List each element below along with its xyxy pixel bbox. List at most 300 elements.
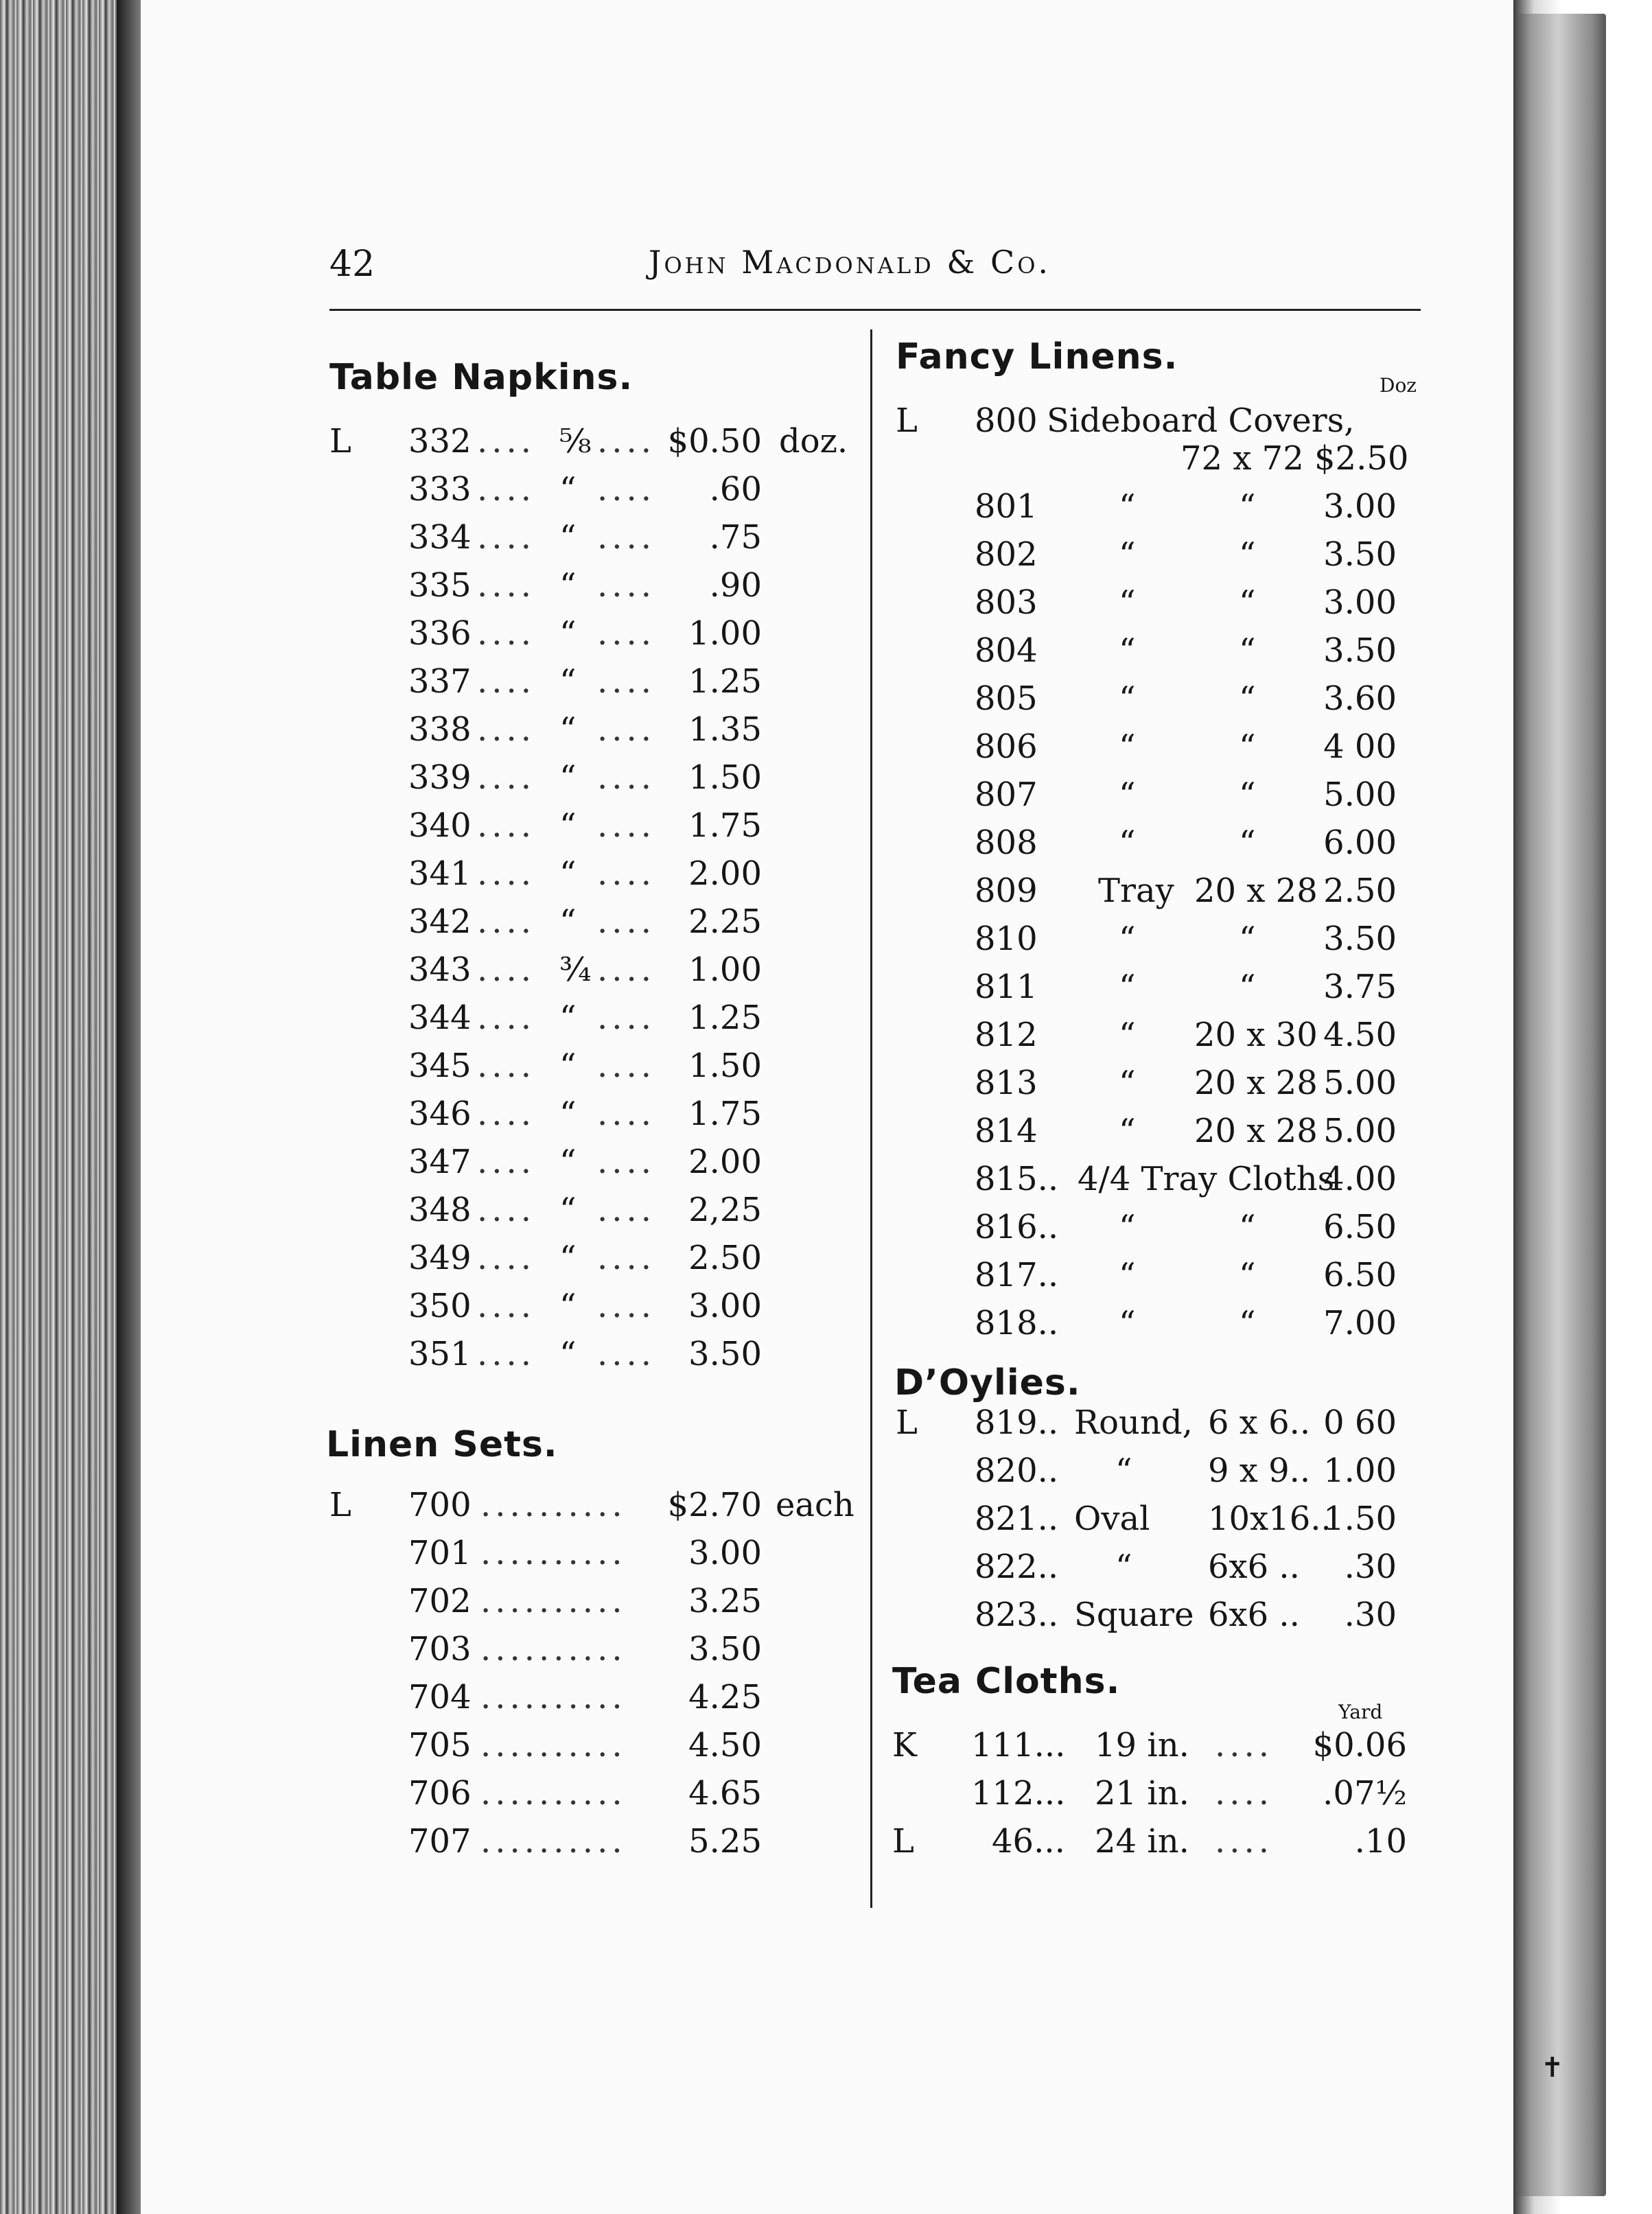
item-price: 3.50 xyxy=(688,1630,762,1668)
item-size: 20 x 28 xyxy=(1194,1064,1318,1102)
item-price: 1.50 xyxy=(688,758,762,797)
table-row xyxy=(896,872,1424,920)
table-row xyxy=(896,968,1424,1016)
item-number: 334 xyxy=(408,518,472,557)
item-price: 3.00 xyxy=(688,1287,762,1325)
table-row xyxy=(896,1208,1424,1256)
item-price: 5.00 xyxy=(1323,776,1397,814)
table-row xyxy=(896,1596,1424,1644)
item-number: 344 xyxy=(408,999,472,1037)
leader-dots: .... xyxy=(597,1047,656,1085)
item-price: 2,25 xyxy=(688,1191,762,1229)
header-rule xyxy=(329,309,1421,311)
grade-letter: L xyxy=(896,1403,918,1442)
item-price: 5.00 xyxy=(1323,1112,1397,1150)
item-price: 3.50 xyxy=(1323,920,1397,958)
size-mark: “ xyxy=(559,902,577,941)
ditto-mark: “ xyxy=(1119,487,1136,526)
table-row xyxy=(896,679,1424,727)
item-number: 349 xyxy=(408,1239,472,1277)
item-description: 4/4 Tray Cloths xyxy=(1078,1160,1335,1198)
table-row xyxy=(329,1678,865,1726)
table-row xyxy=(329,1239,865,1287)
item-number: 335 xyxy=(408,566,472,605)
item-price: 4.00 xyxy=(1323,1160,1397,1198)
size-mark: “ xyxy=(559,758,577,797)
leader-dots: .... xyxy=(597,806,656,845)
item-price: 2.25 xyxy=(688,902,762,941)
item-size: 72 x 72 xyxy=(1180,439,1304,478)
item-number: 812 xyxy=(975,1016,1038,1054)
item-price: 4.65 xyxy=(688,1774,762,1813)
leader-dots: .... xyxy=(597,1335,656,1373)
table-row xyxy=(329,614,865,662)
ditto-mark: “ xyxy=(1239,1304,1256,1342)
ditto-mark: “ xyxy=(1119,631,1136,670)
ditto-mark: “ xyxy=(1239,920,1256,958)
list-item xyxy=(896,439,1424,487)
ditto-mark: “ xyxy=(1119,1064,1136,1102)
item-price: 6.00 xyxy=(1323,824,1397,862)
size-mark: “ xyxy=(559,1095,577,1133)
leader-dots: .......... xyxy=(480,1582,627,1620)
table-row xyxy=(892,1822,1424,1870)
leader-dots: .......... xyxy=(480,1726,627,1764)
leader-dots: .... xyxy=(477,902,536,941)
table-row xyxy=(892,1774,1424,1822)
grade-letter: L xyxy=(892,1822,914,1861)
size-mark: “ xyxy=(559,662,577,701)
item-number: 339 xyxy=(408,758,472,797)
ditto-mark: “ xyxy=(1239,583,1256,622)
ditto-mark: “ xyxy=(1119,535,1136,574)
ditto-mark: “ xyxy=(1119,920,1136,958)
leader-dots: .... xyxy=(597,422,656,461)
doylies-heading: D’Oylies. xyxy=(894,1362,1081,1403)
leader-dots: .... xyxy=(597,999,656,1037)
item-number: 345 xyxy=(408,1047,472,1085)
item-number: 804 xyxy=(975,631,1038,670)
size-mark: “ xyxy=(559,1335,577,1373)
item-price: .30 xyxy=(1344,1548,1397,1586)
size-mark: “ xyxy=(559,566,577,605)
table-row xyxy=(329,999,865,1047)
item-number: 112... xyxy=(971,1774,1066,1813)
table-row xyxy=(329,1335,865,1383)
leader-dots: .... xyxy=(597,1143,656,1181)
table-row xyxy=(896,583,1424,631)
item-unit: each xyxy=(776,1486,854,1524)
linen-sets-heading: Linen Sets. xyxy=(326,1424,558,1465)
item-number: 819.. xyxy=(975,1403,1059,1442)
leader-dots: .... xyxy=(597,614,656,653)
leader-dots: .... xyxy=(477,1095,536,1133)
table-row xyxy=(329,1486,865,1534)
item-size: 21 in. xyxy=(1095,1774,1189,1813)
ditto-mark: “ xyxy=(1239,535,1256,574)
table-row xyxy=(329,1047,865,1095)
item-number: 803 xyxy=(975,583,1038,622)
table-row xyxy=(329,806,865,854)
table-row xyxy=(896,1452,1424,1500)
item-size: 10x16.. xyxy=(1208,1500,1331,1538)
item-size: 6x6 .. xyxy=(1208,1596,1300,1634)
size-mark: ⅝ xyxy=(559,422,592,461)
leader-dots: .... xyxy=(597,662,656,701)
leader-dots: .... xyxy=(597,1287,656,1325)
table-row xyxy=(329,1143,865,1191)
item-number: 821.. xyxy=(975,1500,1059,1538)
item-price: 3.00 xyxy=(688,1534,762,1572)
size-mark: “ xyxy=(559,999,577,1037)
item-size: 19 in. xyxy=(1095,1726,1189,1764)
ditto-mark: “ xyxy=(1119,1304,1136,1342)
leader-dots: .... xyxy=(597,518,656,557)
page-header xyxy=(329,244,1428,299)
binding-shadow xyxy=(117,0,144,2214)
item-price: 2.00 xyxy=(688,854,762,893)
item-price: 1.00 xyxy=(1323,1452,1397,1490)
item-price: 5.00 xyxy=(1323,1064,1397,1102)
ditto-mark: “ xyxy=(1239,727,1256,766)
item-number: 348 xyxy=(408,1191,472,1229)
size-mark: “ xyxy=(559,470,577,509)
item-price: 4.50 xyxy=(688,1726,762,1764)
leader-dots: .... xyxy=(597,758,656,797)
table-row xyxy=(896,487,1424,535)
item-price: 1.75 xyxy=(688,806,762,845)
size-mark: “ xyxy=(559,1047,577,1085)
leader-dots: .... xyxy=(597,1239,656,1277)
item-price: 3.60 xyxy=(1323,679,1397,718)
item-number: 800 xyxy=(975,401,1038,440)
item-number: 351 xyxy=(408,1335,472,1373)
grade-letter: L xyxy=(896,401,918,440)
item-price: .30 xyxy=(1344,1596,1397,1634)
leader-dots: .... xyxy=(477,1287,536,1325)
item-number: 700 xyxy=(408,1486,472,1524)
item-size: 6x6 .. xyxy=(1208,1548,1300,1586)
table-row xyxy=(896,727,1424,776)
fancy-linens-unit-label: Doz xyxy=(1380,374,1417,397)
table-row xyxy=(329,1095,865,1143)
size-mark: “ xyxy=(559,854,577,893)
ditto-mark: “ xyxy=(1119,1208,1136,1246)
ditto-mark: “ xyxy=(1119,727,1136,766)
item-number: 332 xyxy=(408,422,472,461)
item-number: 336 xyxy=(408,614,472,653)
item-number: 813 xyxy=(975,1064,1038,1102)
table-row xyxy=(329,1287,865,1335)
item-size: 9 x 9.. xyxy=(1208,1452,1311,1490)
item-number: 811 xyxy=(975,968,1038,1006)
item-price: $0.50 xyxy=(667,422,762,461)
leader-dots: .... xyxy=(597,566,656,605)
table-row xyxy=(896,824,1424,872)
leader-dots: .... xyxy=(477,1239,536,1277)
ditto-mark: “ xyxy=(1119,968,1136,1006)
next-page-edge xyxy=(1517,14,1606,2196)
ditto-mark: “ xyxy=(1119,776,1136,814)
item-price: 3.00 xyxy=(1323,583,1397,622)
item-number: 818.. xyxy=(975,1304,1059,1342)
item-number: 333 xyxy=(408,470,472,509)
leader-dots: .... xyxy=(477,1047,536,1085)
column-divider xyxy=(870,329,872,1908)
item-price: 1.25 xyxy=(688,999,762,1037)
page-number: 42 xyxy=(329,244,375,285)
table-row xyxy=(329,758,865,806)
item-price: 6.50 xyxy=(1323,1208,1397,1246)
table-row xyxy=(329,1774,865,1822)
table-row xyxy=(896,1500,1424,1548)
leader-dots: .... xyxy=(597,1095,656,1133)
fancy-linens-heading: Fancy Linens. xyxy=(896,336,1178,377)
table-row xyxy=(329,1822,865,1870)
item-unit: doz. xyxy=(779,422,848,461)
item-number: 341 xyxy=(408,854,472,893)
item-number: 703 xyxy=(408,1630,472,1668)
ditto-mark: “ xyxy=(1239,631,1256,670)
tea-cloths-unit-label: Yard xyxy=(1338,1701,1383,1723)
leader-dots: .......... xyxy=(480,1534,627,1572)
ditto-mark: “ xyxy=(1239,776,1256,814)
item-description: Sideboard Covers, xyxy=(1047,401,1355,440)
table-row xyxy=(329,470,865,518)
size-mark: “ xyxy=(559,1191,577,1229)
item-price: 4 00 xyxy=(1323,727,1397,766)
table-row xyxy=(329,518,865,566)
leader-dots: .... xyxy=(597,710,656,749)
item-number: 805 xyxy=(975,679,1038,718)
item-number: 817.. xyxy=(975,1256,1059,1294)
running-title: John Macdonald & Co. xyxy=(649,244,1051,281)
item-number: 705 xyxy=(408,1726,472,1764)
leader-dots: .... xyxy=(477,470,536,509)
item-price: .90 xyxy=(709,566,762,605)
leader-dots: .......... xyxy=(480,1774,627,1813)
item-price: 0 60 xyxy=(1323,1403,1397,1442)
grade-letter: K xyxy=(892,1726,917,1764)
item-price: 1.50 xyxy=(688,1047,762,1085)
item-number: 822.. xyxy=(975,1548,1059,1586)
item-number: 701 xyxy=(408,1534,472,1572)
table-row xyxy=(896,1160,1424,1208)
item-description: Oval xyxy=(1074,1500,1150,1538)
leader-dots: .... xyxy=(1215,1822,1274,1861)
leader-dots: .... xyxy=(477,951,536,989)
item-size: 20 x 30 xyxy=(1194,1016,1318,1054)
leader-dots: .... xyxy=(477,1335,536,1373)
item-number: 343 xyxy=(408,951,472,989)
table-row xyxy=(329,710,865,758)
leader-dots: .... xyxy=(477,1191,536,1229)
leader-dots: .... xyxy=(597,854,656,893)
leader-dots: .......... xyxy=(480,1630,627,1668)
item-price: 4.50 xyxy=(1323,1016,1397,1054)
ditto-mark: “ xyxy=(1239,487,1256,526)
table-row xyxy=(329,1534,865,1582)
leader-dots: .... xyxy=(477,518,536,557)
item-price: 3.00 xyxy=(1323,487,1397,526)
item-price: .07½ xyxy=(1323,1774,1407,1813)
item-size: 20 x 28 xyxy=(1194,1112,1318,1150)
item-number: 806 xyxy=(975,727,1038,766)
item-number: 820.. xyxy=(975,1452,1059,1490)
item-price: 3.25 xyxy=(688,1582,762,1620)
item-price: 1.00 xyxy=(688,614,762,653)
size-mark: “ xyxy=(559,710,577,749)
item-price: 3.50 xyxy=(1323,631,1397,670)
leader-dots: .... xyxy=(597,951,656,989)
grade-letter: L xyxy=(329,422,351,461)
item-price: 3.50 xyxy=(688,1335,762,1373)
item-number: 810 xyxy=(975,920,1038,958)
size-mark: “ xyxy=(559,1143,577,1181)
item-number: 815.. xyxy=(975,1160,1059,1198)
table-row xyxy=(329,854,865,902)
table-row xyxy=(329,902,865,951)
table-row xyxy=(896,1064,1424,1112)
size-mark: “ xyxy=(559,1239,577,1277)
leader-dots: .......... xyxy=(480,1678,627,1716)
item-price: 1.75 xyxy=(688,1095,762,1133)
size-mark: ¾ xyxy=(559,951,592,989)
item-price: 1.50 xyxy=(1323,1500,1397,1538)
table-row xyxy=(329,422,865,470)
item-price: 1.35 xyxy=(688,710,762,749)
table-row xyxy=(329,1582,865,1630)
ink-mark-icon: ✝ xyxy=(1541,2052,1564,2084)
leader-dots: .... xyxy=(597,902,656,941)
table-row xyxy=(329,662,865,710)
ditto-mark: “ xyxy=(1239,679,1256,718)
item-price: 1.00 xyxy=(688,951,762,989)
item-price: $0.06 xyxy=(1312,1726,1407,1764)
leader-dots: .... xyxy=(477,614,536,653)
tea-cloths-heading: Tea Cloths. xyxy=(892,1661,1121,1702)
item-price: 5.25 xyxy=(688,1822,762,1861)
item-price: 3.75 xyxy=(1323,968,1397,1006)
item-number: 702 xyxy=(408,1582,472,1620)
item-price: 4.25 xyxy=(688,1678,762,1716)
item-number: 340 xyxy=(408,806,472,845)
ditto-mark: “ xyxy=(1119,583,1136,622)
item-number: 809 xyxy=(975,872,1038,910)
ditto-mark: “ xyxy=(1239,1256,1256,1294)
leader-dots: .... xyxy=(1215,1774,1274,1813)
item-number: 823.. xyxy=(975,1596,1059,1634)
ditto-mark: “ xyxy=(1119,1016,1136,1054)
table-row xyxy=(329,951,865,999)
table-row xyxy=(896,920,1424,968)
item-number: 707 xyxy=(408,1822,472,1861)
size-mark: “ xyxy=(559,518,577,557)
leader-dots: .... xyxy=(477,422,536,461)
item-description: Tray xyxy=(1098,872,1174,910)
ditto-mark: “ xyxy=(1119,824,1136,862)
ditto-mark: “ xyxy=(1119,1256,1136,1294)
ditto-mark: “ xyxy=(1115,1452,1132,1490)
item-price: 2.50 xyxy=(688,1239,762,1277)
item-price: $2.50 xyxy=(1314,439,1409,478)
leader-dots: .... xyxy=(597,1191,656,1229)
grade-letter: L xyxy=(329,1486,351,1524)
item-price: 1.25 xyxy=(688,662,762,701)
item-price: .60 xyxy=(709,470,762,509)
leader-dots: .... xyxy=(477,854,536,893)
ditto-mark: “ xyxy=(1239,968,1256,1006)
item-number: 347 xyxy=(408,1143,472,1181)
table-row xyxy=(896,1304,1424,1352)
item-price: 7.00 xyxy=(1323,1304,1397,1342)
item-size: 20 x 28 xyxy=(1194,872,1318,910)
item-number: 808 xyxy=(975,824,1038,862)
item-description: Round, xyxy=(1074,1403,1193,1442)
item-number: 816.. xyxy=(975,1208,1059,1246)
table-row xyxy=(892,1726,1424,1774)
leader-dots: .... xyxy=(477,710,536,749)
leader-dots: .... xyxy=(477,758,536,797)
item-price: 2.00 xyxy=(688,1143,762,1181)
table-row xyxy=(896,1016,1424,1064)
table-row xyxy=(896,776,1424,824)
item-number: 802 xyxy=(975,535,1038,574)
table-row xyxy=(329,1726,865,1774)
table-row xyxy=(896,631,1424,679)
table-napkins-heading: Table Napkins. xyxy=(329,357,633,398)
item-price: $2.70 xyxy=(667,1486,762,1524)
ditto-mark: “ xyxy=(1239,824,1256,862)
item-price: 3.50 xyxy=(1323,535,1397,574)
item-price: 2.50 xyxy=(1323,872,1397,910)
ditto-mark: “ xyxy=(1239,1208,1256,1246)
leader-dots: .... xyxy=(1215,1726,1274,1764)
table-row xyxy=(896,535,1424,583)
item-price: 6.50 xyxy=(1323,1256,1397,1294)
item-description: Square xyxy=(1074,1596,1194,1634)
leader-dots: .... xyxy=(597,470,656,509)
item-number: 338 xyxy=(408,710,472,749)
item-price: .75 xyxy=(709,518,762,557)
table-row xyxy=(896,1403,1424,1452)
item-number: 704 xyxy=(408,1678,472,1716)
item-number: 46... xyxy=(992,1822,1065,1861)
item-number: 807 xyxy=(975,776,1038,814)
table-row xyxy=(329,566,865,614)
ditto-mark: “ xyxy=(1115,1548,1132,1586)
leader-dots: .... xyxy=(477,806,536,845)
size-mark: “ xyxy=(559,614,577,653)
item-number: 814 xyxy=(975,1112,1038,1150)
leader-dots: .......... xyxy=(480,1486,627,1524)
leader-dots: .......... xyxy=(480,1822,627,1861)
item-number: 706 xyxy=(408,1774,472,1813)
leader-dots: .... xyxy=(477,566,536,605)
leader-dots: .... xyxy=(477,662,536,701)
ditto-mark: “ xyxy=(1119,679,1136,718)
item-number: 350 xyxy=(408,1287,472,1325)
item-size: 6 x 6.. xyxy=(1208,1403,1311,1442)
leader-dots: .... xyxy=(477,999,536,1037)
size-mark: “ xyxy=(559,1287,577,1325)
item-number: 801 xyxy=(975,487,1038,526)
item-number: 342 xyxy=(408,902,472,941)
leader-dots: .... xyxy=(477,1143,536,1181)
item-number: 337 xyxy=(408,662,472,701)
item-price: .10 xyxy=(1354,1822,1407,1861)
table-row xyxy=(329,1630,865,1678)
